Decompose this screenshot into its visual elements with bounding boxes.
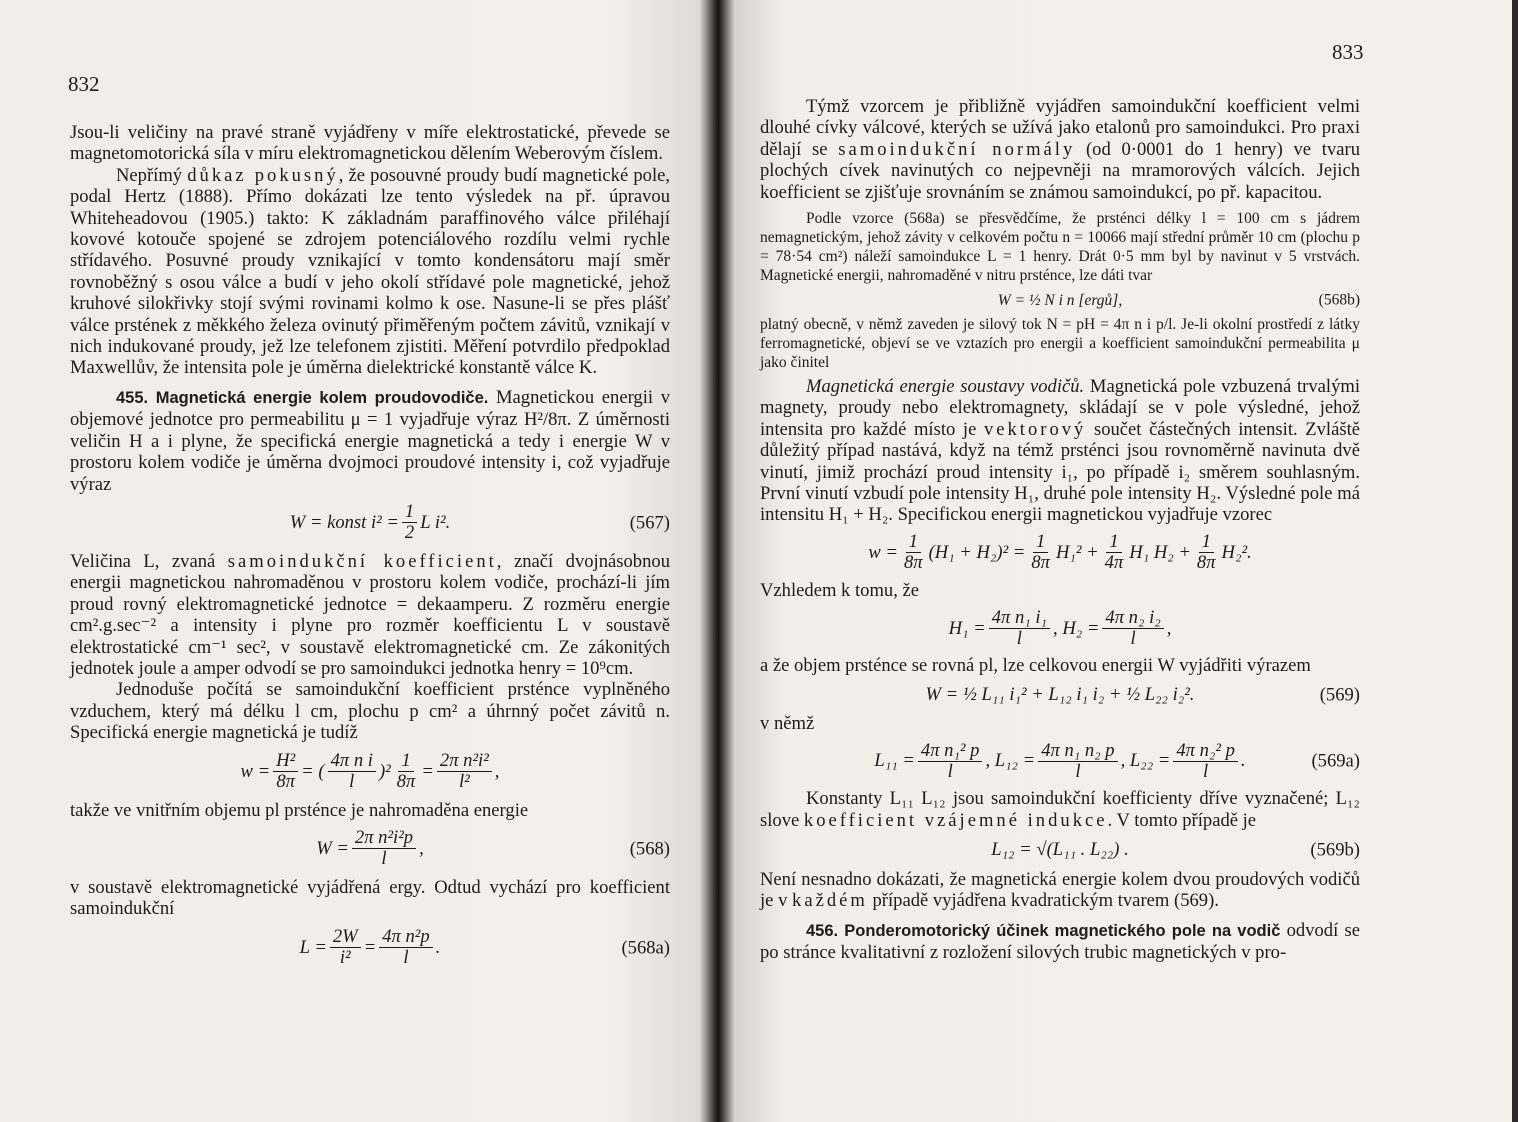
frac-den: 4π [1104,552,1124,574]
paragraph [760,376,1360,526]
fraction [402,502,417,543]
frac-num: 2π n²i² [437,751,492,772]
page-number-right: 833 [1332,40,1364,64]
frac-num: 1 [1033,532,1048,553]
fraction [437,751,492,792]
fraction [394,751,419,792]
text-run: (od 0·0001 do 1 henry) ve tvaru plochých cívek navinutých co nejpevněji na mramorových válcích. Jejich koefficient se zjišťuje srovnáním se známou samoindukcí, po př. kapacitou. [760,138,1360,203]
page-number-left: 832 [68,72,100,96]
equation-568 [70,825,670,873]
equation-568a [70,924,670,972]
frac-num: 4π n₂ i₂ [1102,608,1163,629]
frac-num: 4π n₁ n₂ p [1038,741,1117,762]
right-page-text [760,96,1360,964]
fraction [918,741,983,782]
spaced-text: důkaz pokusný [187,164,339,186]
math-text: L = [299,937,327,959]
text-run: Není nesnadno dokázati, že magnetická energie kolem dvou proudových vodičů je v [760,868,1360,912]
frac-den: l [403,947,409,969]
text-run: součet částečných intensit. Zvláště důležitý případ nastává, když na témž prsténci jsou rovnoměrně navinuta dvě vinutí, jimiž prochází proud intensity i₁, po případě i₂ směrem souhlasným. První vinutí vzbudí pole intensity H₁, druhé pole intensity H₂. Výsledné pole má intensitu H₁ + H₂. Specifickou energii magnetickou vyjadřuje vzorec [760,418,1360,526]
math-text: = [421,760,434,782]
equation-569a [760,738,1360,784]
fraction [1173,741,1238,782]
math-text: . [435,937,441,959]
frac-num: 2W [330,927,361,948]
text-run: Veličina L, zvaná [70,550,228,572]
paragraph: v soustavě elektromagnetické vyjádřená ergy. Odtud vychází pro koefficient samoindukční [70,876,670,920]
spaced-text: samoindukční normály [838,138,1076,160]
math-text: H₁ H₂ + [1129,542,1191,564]
equation-569b [760,835,1360,865]
equation-569 [760,681,1360,709]
equation-energy-density [70,748,670,796]
math-text: L₁₁ = [874,750,915,772]
fraction [1028,532,1053,573]
equation-number: (569b) [1310,839,1360,861]
math-text: = ( [301,760,325,782]
math-text: w = [240,760,271,782]
frac-den: l [1075,760,1081,782]
paragraph-small: platný obecně, v němž zaveden je silový tok N = pH = 4π n i p/l. Je-li okolní prostředí z látky ferromagnetické, objeví se ve vztazích pro energii a koefficient samoindukční permeabilita μ jako činitel [760,316,1360,372]
frac-den: 8π [276,771,295,793]
fraction [1102,532,1127,573]
paragraph: takže ve vnitřním objemu pl prsténce je nahromaděna energie [70,799,529,821]
equation-number: (568b) [1318,291,1360,309]
fraction [1038,741,1117,782]
frac-num: 4π n²p [379,927,432,948]
equation-number: (569) [1319,683,1360,705]
paragraph [70,551,670,679]
math-text: W = [316,838,349,860]
text-run: případě vyjádřena kvadratickým tvarem (569). [867,890,1219,912]
math-text: L i². [420,512,451,534]
fraction [1194,532,1219,573]
text-run: Týmž vzorcem je přibližně vyjádřen samoindukční koefficient velmi dlouhé cívky válcové, kterých se užívá jako etalonů pro samoindukci. Pro praxi dělají se [760,96,1360,160]
text-run: , že posouvné proudy budí magnetické pole, podal Hertz (1888). Přímo dokázati lze tento výsledek na př. úpravou Whiteheadovou (1905.) takto: K základnám paraffinového válce přiléhají kovové kotouče spojené se zdrojem potenciálového rozdílu velmi rychle střídavého. Posuvné proudy vznikající v tomto kondensátoru mají směr rovnoběžný s osou válce a budí v jeho okolí střídavé pole magnetické, jehož kruhové silokřivky stojí svými rovinami kolmo k ose. Nasune-li se přes plášť válce prstének z měkkého železa ovinutý přiměřeným počtem závitů, vznikají v nich indukované proudy, jež lze telefonem zjistiti. Měření potvrdilo předpoklad Maxwellův, že intensita pole je úměrna dielektrické konstantě válce K. [70,164,671,379]
spaced-text: koefficient vzájemné indukce [803,809,1108,831]
math-text: W = konst i² = [289,512,399,534]
math-text: , [1166,617,1172,639]
frac-num: 4π n₁² p [918,741,983,762]
math-text: , [419,838,424,860]
frac-num: 1 [1106,532,1121,553]
fraction [273,751,298,792]
frac-num: 4π n₁ i₁ [989,608,1050,629]
math-text: W = ½ N i n [ergů], [997,291,1123,309]
frac-den: l [1203,760,1209,782]
text-run: . V tomto případě je [1107,809,1257,831]
math-text: H₁² + [1055,542,1099,564]
spaced-text: samoindukční koefficient [227,550,497,572]
frac-num: 1 [402,502,417,523]
section-heading: 455. Magnetická energie kolem proudovodiče. [116,388,489,407]
frac-num: 1 [906,532,921,553]
text-run: Konstanty L₁₁ L₁₂ jsou samoindukční koefficienty dříve vyznačené; L₁₂ slove [760,788,1360,831]
math-text: H₁ = [948,617,986,639]
equation-567 [70,499,670,547]
math-text: , [494,760,500,782]
frac-den: i² [339,947,351,969]
text-run: Magnetická pole vzbuzená trvalými magnety, proudy nebo elektromagnety, skládají se v pole výsledné, jehož intensita pro každé místo je [760,376,1360,440]
frac-den: 8π [1031,552,1050,574]
frac-den: l [1016,627,1022,649]
equation-h-fields [760,605,1360,651]
frac-den: l² [458,771,470,793]
fraction [901,532,926,573]
spaced-text: každém [792,890,868,912]
frac-num: 4π n i [328,751,376,772]
fraction [330,927,361,968]
left-page-text [70,122,670,976]
math-text: L₁₂ = √(L₁₁ . L₂₂) . [991,839,1129,861]
equation-energy-two-fields [760,530,1360,576]
frac-den: l [1130,627,1136,649]
frac-num: 4π n₂² p [1173,741,1238,762]
math-text: , L₂₂ = [1120,750,1171,772]
math-text: )² [378,760,391,782]
paragraph: v němž [760,712,815,734]
math-text: , H₂ = [1053,617,1100,639]
text-run: , značí dvojnásobnou energii magnetickou nahromaděnou v prostoru kolem vodiče, prochází-li jím proud rovný elektromagnetické jednotce = dekaamperu. Z rozměru energie cm².g.sec⁻² a intensity i plyne pro rozměr koefficientu L v soustavě elektrostatické cm⁻¹ sec², v soustavě elektromagnetické cm. Ze zákonitých jednotek joule a amper odvodí se pro samoindukci jednotka henry = 10⁹cm. [70,550,670,679]
frac-den: 8π [396,771,416,793]
paragraph: Vzhledem k tomu, že [760,579,920,601]
frac-den: 8π [1196,552,1216,574]
frac-den: 2 [404,522,415,544]
frac-num: 2π n²i²p [352,828,416,849]
page-edge [1512,0,1518,1122]
math-text: , L₁₂ = [985,750,1036,772]
fraction [379,927,432,968]
frac-den: l [947,760,953,782]
paragraph: Jednoduše počítá se samoindukční koefficient prsténce vyplněného vzduchem, který má délku l cm, plochu p cm² a úhrnný počet závitů n. Specifická energie magnetická je tudíž [70,679,670,744]
paragraph [760,869,1360,912]
equation-number: (568) [629,838,670,860]
fraction [989,608,1050,649]
math-text: w = [868,542,898,564]
math-text: = [363,937,377,959]
paragraph [70,165,670,379]
paragraph: a že objem prsténce se rovná pl, lze celkovou energii W vyjádřiti výrazem [760,655,1311,677]
spaced-text: vektorový [983,418,1087,440]
paragraph-small: Podle vzorce (568a) se přesvědčíme, že prsténci délky l = 100 cm s jádrem nemagnetickým, jehož závity v celkovém počtu n = 10066 mají střední průměr 10 cm (plochu p = 78·54 cm²) náleží samoindukce L = 1 henry. Drát 0·5 mm byl by navinut v 5 vrstvách. Magnetické energii, nahromaděné v nitru prsténce, lze dáti tvar [760,210,1360,285]
paragraph [760,788,1360,831]
frac-den: l [381,848,387,870]
text-run: Nepřímý [116,164,188,186]
italic-heading: Magnetická energie soustavy vodičů. [806,376,1085,398]
paragraph [760,96,1360,203]
equation-number: (568a) [621,937,670,959]
text-run: Magnetickou energii v objemové jednotce pro permeabilitu μ = 1 vyjadřuje výraz H²/8π. Z úměrnosti veličin H a i plyne, že specifická energie magnetická a tedy i energie W v prostoru kolem vodiče je úměrna dvojmoci proudové intensity i, což vyjadřuje výraz [70,386,670,495]
book-gutter [700,0,734,1122]
paragraph [70,387,670,495]
equation-number: (569a) [1311,750,1360,772]
fraction [352,828,416,869]
equation-number: (567) [629,512,670,534]
math-text: H₂². [1221,542,1252,564]
frac-num: 1 [1199,532,1214,553]
math-text: W = ½ L₁₁ i₁² + L₁₂ i₁ i₂ + ½ L₂₂ i₂². [925,683,1195,705]
fraction [328,751,376,792]
frac-num: H² [273,751,298,772]
frac-den: l [349,771,355,793]
frac-den: 8π [903,552,923,574]
frac-num: 1 [398,751,413,772]
text-run: odvodí se po stránce kvalitativní z rozložení silových trubic magnetických v pro- [760,919,1360,964]
paragraph [760,920,1360,964]
math-text: . [1240,750,1246,772]
paragraph: Jsou-li veličiny na pravé straně vyjádřeny v míře elektrostatické, převede se magnetomotorická síla v míru elektromagnetickou dělením Weberovým číslem. [70,122,670,165]
equation-568b [760,289,1360,311]
fraction [1102,608,1163,649]
math-text: (H₁ + H₂)² = [928,542,1026,564]
section-heading: 456. Ponderomotorický účinek magnetického pole na vodič [806,921,1281,940]
